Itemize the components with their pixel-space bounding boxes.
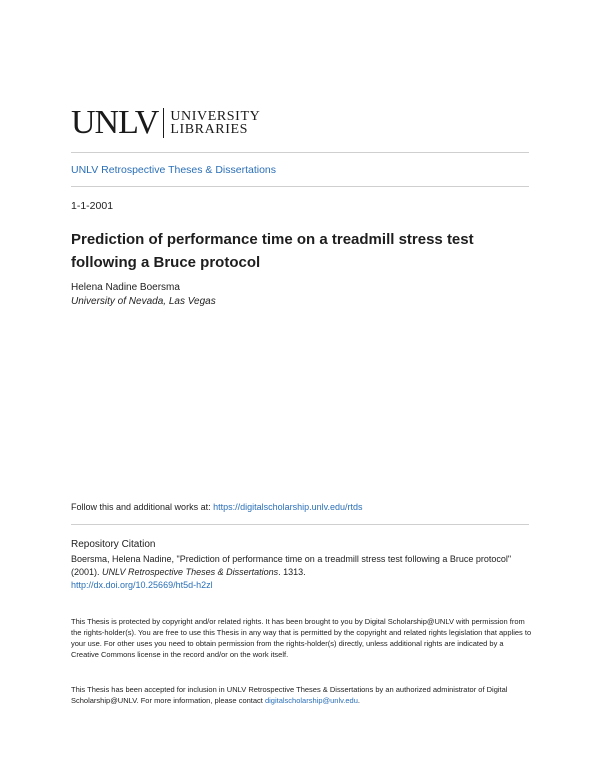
logo-line-libraries: LIBRARIES [170, 122, 249, 137]
logo-line-university: UNIVERSITY [170, 109, 261, 124]
citation-text: Boersma, Helena Nadine, "Prediction of performance time on a treadmill stress test following a Bruce protocol" (2001). [71, 554, 512, 577]
author-name: Helena Nadine Boersma [71, 282, 180, 293]
doi-link[interactable]: http://dx.doi.org/10.25669/ht5d-h2zl [71, 580, 213, 590]
contact-email-link[interactable]: digitalscholarship@unlv.edu [264, 696, 358, 705]
divider-top [71, 152, 529, 153]
citation-series: UNLV Retrospective Theses & Dissertations [102, 567, 279, 577]
citation-number: . 1313. [278, 567, 306, 577]
divider-follow [71, 524, 529, 525]
publication-date: 1-1-2001 [71, 200, 114, 212]
logo-libraries-text [170, 110, 260, 136]
logo-unlv-text: UNLV [71, 104, 159, 141]
follow-text: Follow this and additional works at: [71, 502, 214, 512]
acceptance-text: This Thesis has been accepted for inclusion in UNLV Retrospective Theses & Dissertations by an authorized administrator of Digital Scholarship@UNLV. For more information, please contact [71, 685, 508, 705]
copyright-notice: This Thesis is protected by copyright and/or related rights. It has been brought to you by Digital Scholarship@UNLV with permission from the rights-holder(s). You are free to use this Thesis in any way that is permitted by the copyright and related rights legislation that applies to your use. For other uses you need to obtain permission from the rights-holder(s) directly, unless additional rights are indicated by a Creative Commons license in the record and/or on the work itself. [71, 617, 532, 659]
acceptance-notice [71, 684, 533, 706]
repository-citation-heading: Repository Citation [71, 539, 156, 550]
collection-link[interactable]: https://digitalscholarship.unlv.edu/rtds [213, 502, 363, 512]
author-affiliation: University of Nevada, Las Vegas [71, 296, 216, 307]
divider-series [71, 186, 529, 187]
follow-line [71, 502, 363, 512]
acceptance-end: . [357, 696, 360, 705]
series-link[interactable]: UNLV Retrospective Theses & Dissertations [71, 164, 277, 176]
repository-citation [71, 553, 531, 592]
logo-divider [163, 108, 164, 138]
thesis-title: Prediction of performance time on a treadmill stress test following a Bruce protocol [71, 231, 474, 271]
unlv-libraries-logo [71, 106, 260, 140]
